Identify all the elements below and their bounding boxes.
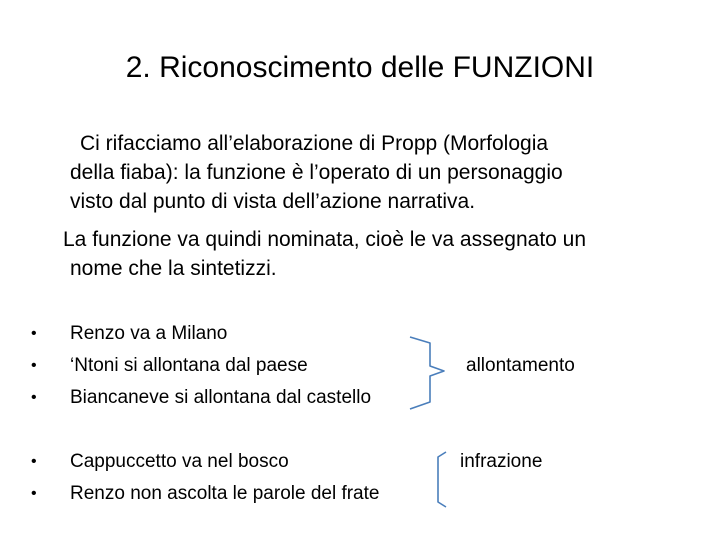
- slide-title: 2. Riconoscimento delle FUNZIONI: [125, 51, 595, 84]
- paragraph-1-line-1: Ci rifacciamo all’elaborazione di Propp (Morfologia: [80, 132, 549, 155]
- function-label-allontamento: allontamento: [466, 355, 575, 376]
- list-item: [31, 382, 372, 414]
- paragraph-1-line-3: visto dal punto di vista dell’azione narrativa.: [70, 190, 476, 213]
- list-item: [31, 350, 308, 382]
- paragraph-2-line-1: La funzione va quindi nominata, cioè le va assegnato un: [63, 228, 587, 251]
- bullet-icon: •: [31, 389, 37, 406]
- list-item: [31, 478, 380, 510]
- list-item-text: ‘Ntoni si allontana dal paese: [70, 355, 308, 376]
- bullet-icon: •: [31, 357, 37, 374]
- list-item-text: Renzo va a Milano: [70, 323, 228, 344]
- bullet-icon: •: [31, 453, 37, 470]
- paragraph-2-line-2: nome che la sintetizzi.: [70, 257, 277, 280]
- list-item-text: Renzo non ascolta le parole del frate: [70, 483, 380, 504]
- list-item-text: Biancaneve si allontana dal castello: [70, 387, 372, 408]
- right-brace-icon: [410, 337, 444, 409]
- left-bracket-icon: [438, 452, 446, 507]
- bullet-icon: •: [31, 485, 37, 502]
- list-item-text: Cappuccetto va nel bosco: [70, 451, 289, 472]
- paragraph-1-line-2: della fiaba): la funzione è l’operato di un personaggio: [70, 161, 563, 184]
- function-label-infrazione: infrazione: [460, 451, 543, 472]
- bullet-icon: •: [31, 325, 37, 342]
- list-item: [31, 318, 228, 350]
- list-item: [31, 446, 289, 478]
